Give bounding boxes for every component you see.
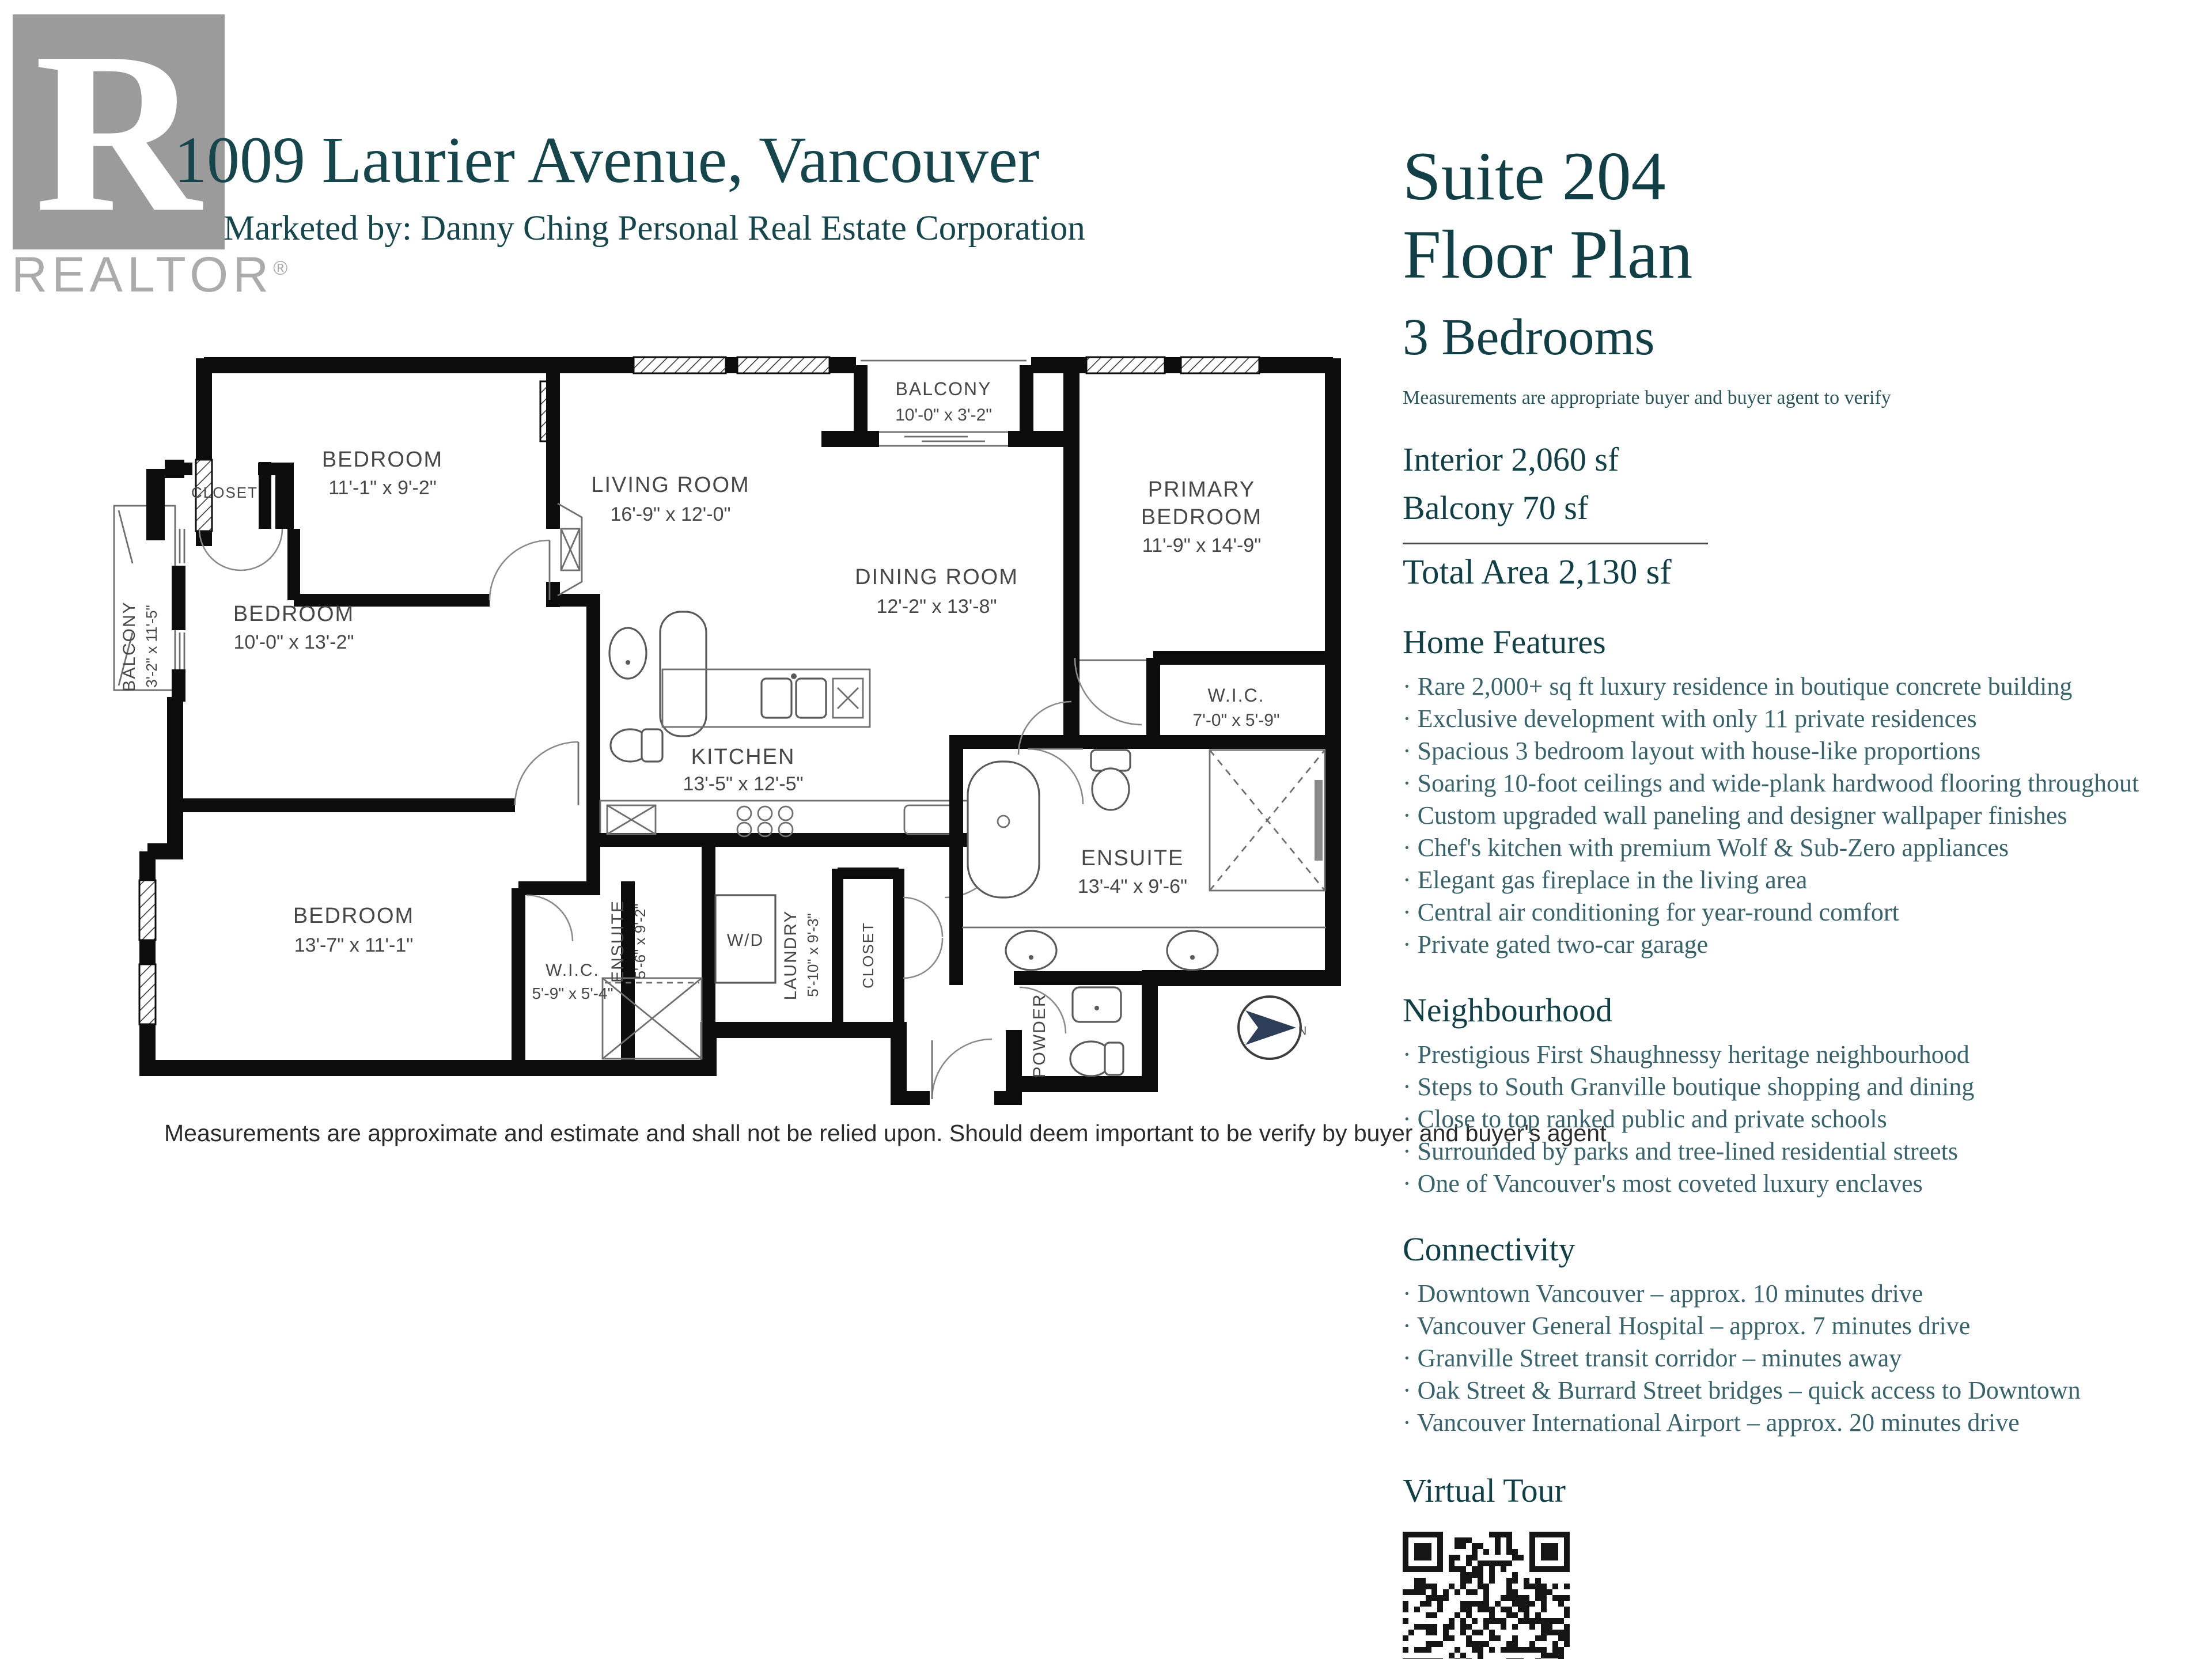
- room-dims: 5'-6" x 9'-2": [631, 903, 649, 979]
- area-block: [1403, 435, 2186, 532]
- registered-mark: ®: [273, 257, 288, 279]
- section-heading-home-features: Home Features: [1403, 623, 1606, 661]
- feature-item: · Central air conditioning for year-round comfort: [1403, 896, 2186, 929]
- room-label: W.I.C.: [1207, 685, 1265, 706]
- floor-plan-drawing: [109, 356, 1342, 1105]
- room-label: W/D: [726, 931, 764, 950]
- room-dims: 3'-2" x 11'-5": [143, 605, 160, 688]
- room-label: BEDROOM: [321, 448, 444, 472]
- room-label: LAUNDRY: [781, 910, 800, 1001]
- room-dims: 12'-2" x 13'-8": [876, 596, 997, 618]
- suite-heading-line2: Floor Plan: [1403, 216, 1693, 293]
- feature-item: · Prestigious First Shaughnessy heritage neighbourhood: [1403, 1039, 2186, 1071]
- room-label: ENSUITE: [1081, 846, 1184, 870]
- feature-item: · Oak Street & Burrard Street bridges – quick access to Downtown: [1403, 1374, 2186, 1407]
- room-dims: 11'-1" x 9'-2": [328, 477, 437, 499]
- measurement-note: Measurements are appropriate buyer and buyer agent to verify: [1403, 387, 1891, 408]
- room-label: CLOSET: [191, 484, 259, 501]
- page-subtitle: Marketed by: Danny Ching Personal Real Estate Corporation: [224, 209, 1085, 248]
- feature-item: · One of Vancouver's most coveted luxury enclaves: [1403, 1168, 2186, 1200]
- realtor-logo-letter: R: [35, 5, 201, 260]
- feature-item: · Granville Street transit corridor – minutes away: [1403, 1342, 2186, 1374]
- home-features-list: [1403, 671, 2186, 961]
- bedrooms-subheading: 3 Bedrooms: [1403, 309, 1655, 366]
- room-dims: 13'-7" x 11'-1": [294, 934, 414, 956]
- feature-item: · Steps to South Granville boutique shopping and dining: [1403, 1071, 2186, 1103]
- connectivity-list: [1403, 1278, 2186, 1439]
- room-label: BEDROOM: [1141, 505, 1263, 529]
- interior-area: Interior 2,060 sf: [1403, 441, 1619, 478]
- room-dims: 13'-4" x 9'-6": [1077, 876, 1188, 897]
- section-heading-virtual-tour: Virtual Tour: [1403, 1472, 1566, 1509]
- room-label: CLOSET: [859, 921, 877, 989]
- plan-disclaimer: Measurements are approximate and estimate and shall not be relied upon. Should deem important to be verify by buyer and buyer's agent: [164, 1120, 1607, 1146]
- room-dims: 11'-9" x 14'-9": [1142, 535, 1262, 556]
- feature-item: · Downtown Vancouver – approx. 10 minutes drive: [1403, 1278, 2186, 1310]
- room-dims: 7'-0" x 5'-9": [1192, 711, 1280, 730]
- page-title: 1009 Laurier Avenue, Vancouver: [174, 123, 1040, 196]
- feature-item: · Spacious 3 bedroom layout with house-like proportions: [1403, 735, 2186, 767]
- room-label: W.I.C.: [546, 961, 600, 980]
- compass-north-label: N: [1298, 1025, 1308, 1037]
- feature-item: · Vancouver International Airport – approx. 20 minutes drive: [1403, 1407, 2186, 1439]
- room-label: BALCONY: [120, 601, 139, 692]
- total-area: Total Area 2,130 sf: [1403, 553, 1672, 592]
- room-dims: 13'-5" x 12'-5": [683, 773, 804, 795]
- room-dims: 5'-9" x 5'-4": [532, 984, 613, 1002]
- section-heading-neighbourhood: Neighbourhood: [1403, 991, 1613, 1029]
- room-label: ENSUITE: [608, 899, 627, 983]
- room-label: BALCONY: [895, 378, 992, 399]
- virtual-tour-qr-code: [1403, 1532, 1570, 1659]
- room-label: LIVING ROOM: [591, 473, 750, 497]
- feature-item: · Surrounded by parks and tree-lined residential streets: [1403, 1135, 2186, 1168]
- suite-heading-line1: Suite 204: [1403, 138, 1666, 214]
- feature-item: · Private gated two-car garage: [1403, 929, 2186, 961]
- feature-item: · Close to top ranked public and private schools: [1403, 1103, 2186, 1135]
- feature-item: · Elegant gas fireplace in the living area: [1403, 864, 2186, 896]
- compass-icon: [1238, 997, 1308, 1059]
- neighbourhood-list: [1403, 1039, 2186, 1200]
- feature-item: · Custom upgraded wall paneling and designer wallpaper finishes: [1403, 800, 2186, 832]
- feature-item: · Chef's kitchen with premium Wolf & Sub-Zero appliances: [1403, 832, 2186, 864]
- room-label: POWDER: [1030, 993, 1049, 1078]
- room-dims: 5'-10" x 9'-3": [804, 913, 821, 997]
- room-label: PRIMARY: [1147, 478, 1256, 502]
- room-dims: 10'-0" x 13'-2": [233, 631, 354, 653]
- section-heading-connectivity: Connectivity: [1403, 1230, 1575, 1268]
- room-dims: 10'-0" x 3'-2": [895, 406, 992, 425]
- balcony-area: Balcony 70 sf: [1403, 489, 1589, 527]
- area-divider: [1403, 543, 1708, 544]
- room-label: DINING ROOM: [855, 565, 1018, 589]
- info-panel: [1403, 137, 2186, 1659]
- room-label: BEDROOM: [233, 602, 355, 626]
- room-dims: 16'-9" x 12'-0": [610, 503, 731, 525]
- room-label: KITCHEN: [691, 745, 796, 769]
- feature-item: · Exclusive development with only 11 private residences: [1403, 703, 2186, 735]
- room-label: BEDROOM: [293, 904, 415, 928]
- feature-item: · Vancouver General Hospital – approx. 7 minutes drive: [1403, 1310, 2186, 1342]
- realtor-wordmark: REALTOR®: [12, 247, 288, 302]
- feature-item: · Rare 2,000+ sq ft luxury residence in boutique concrete building: [1403, 671, 2186, 703]
- feature-item: · Soaring 10-foot ceilings and wide-plank hardwood flooring throughout: [1403, 767, 2186, 800]
